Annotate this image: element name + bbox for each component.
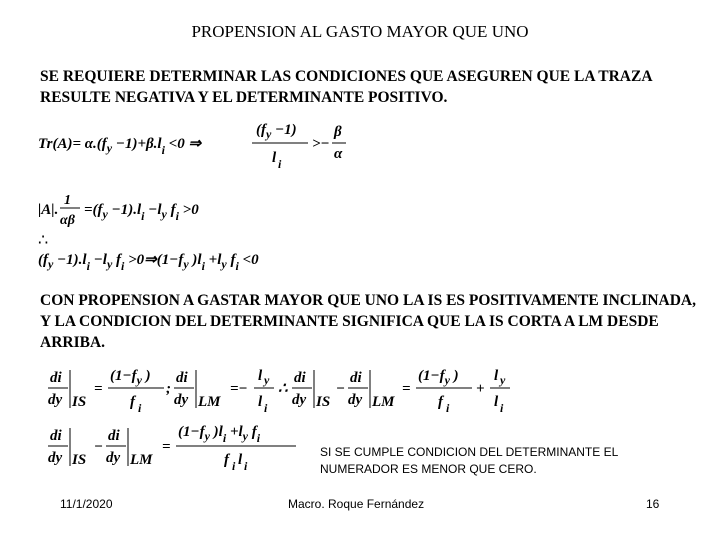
svg-text:+: +: [476, 381, 485, 397]
determinant-note: SI SE CUMPLE CONDICION DEL DETERMINANTE EL NUMERADOR ES MENOR QUE CERO.: [320, 445, 618, 476]
svg-text:i: i: [264, 401, 268, 415]
equation-trace: [38, 118, 378, 183]
svg-text:=: =: [94, 381, 103, 397]
svg-text:di: di: [50, 428, 62, 444]
svg-text:=−: =−: [230, 381, 248, 397]
svg-text:i: i: [244, 459, 248, 473]
svg-text:l: l: [494, 394, 499, 410]
svg-text:(1−fy ): ($1-f_y$ ): [418, 368, 459, 387]
svg-text:Tr(A)= α.(fy −1)+β.li <0 ⇒: $Tr(A)= \alpha.(f_y -1)+\beta.l_i <0$ ⇒: [38, 136, 202, 157]
equation-slopes: [46, 362, 526, 421]
equation-slope-difference: [46, 418, 316, 483]
svg-text:dy: dy: [48, 450, 63, 466]
svg-text:y: y: [500, 373, 506, 387]
therefore-symbol: ∴: [38, 232, 49, 249]
svg-text:di: di: [294, 370, 306, 386]
svg-text:dy: dy: [348, 392, 363, 408]
svg-text:(fy −1): $(f_y -1)$: [256, 122, 297, 141]
svg-text:i: i: [138, 401, 142, 415]
svg-text:β: β: [334, 124, 342, 140]
svg-text:di: di: [50, 370, 62, 386]
svg-text:LM: LM: [198, 394, 221, 410]
svg-text:IS: IS: [316, 394, 331, 410]
svg-text:(1−fy ): ($1-f_y$ ): [110, 368, 151, 387]
svg-text:LM: LM: [130, 452, 153, 468]
svg-text:l: l: [494, 368, 499, 384]
svg-text:>−: >−: [312, 136, 330, 152]
paragraph-is-slope: CON PROPENSION A GASTAR MAYOR QUE UNO LA IS ES POSITIVAMENTE INCLINADA, Y LA CONDICION DEL DETERMINANTE SIGNIFICA QUE LA IS CORTA A LM DESDE ARRIBA.: [40, 292, 696, 351]
svg-text:di: di: [176, 370, 188, 386]
svg-text:i: i: [278, 157, 282, 171]
svg-text:l: l: [272, 150, 277, 166]
svg-text:i: i: [500, 401, 504, 415]
footer-date: 11/1/2020: [60, 497, 113, 511]
equation-implication-svg: [38, 248, 368, 278]
svg-text:di: di: [108, 428, 120, 444]
svg-text:f: f: [438, 394, 443, 410]
svg-text:l: l: [258, 368, 263, 384]
equation-implication: [38, 248, 368, 283]
footer-page-number: 16: [646, 497, 660, 511]
svg-text:α: α: [334, 146, 343, 162]
svg-text:i: i: [232, 459, 236, 473]
svg-text:=: =: [402, 381, 411, 397]
svg-text:LM: LM: [372, 394, 395, 410]
paragraph-conditions: SE REQUIERE DETERMINAR LAS CONDICIONES QUE ASEGUREN QUE LA TRAZA RESULTE NEGATIVA Y EL DETERMINANTE POSITIVO.: [40, 68, 652, 106]
svg-text:f: f: [224, 452, 229, 468]
svg-text:∴: ∴: [278, 381, 288, 397]
svg-text:−: −: [336, 381, 346, 397]
svg-text:y: y: [264, 373, 270, 387]
svg-text:dy: dy: [292, 392, 307, 408]
equation-determinant: [36, 192, 336, 239]
svg-text:IS: IS: [72, 452, 87, 468]
slide-title: PROPENSION AL GASTO MAYOR QUE UNO: [191, 22, 529, 41]
equation-slopes-svg: [46, 362, 526, 416]
svg-text:1: 1: [64, 193, 71, 208]
svg-text:di: di: [350, 370, 362, 386]
svg-text:(1−fy )li +ly fi: ($1-f_y$ )$l_i +l_y$ $f_i$: [178, 424, 261, 445]
svg-text:αβ: αβ: [60, 213, 75, 228]
svg-text:l: l: [258, 394, 263, 410]
equation-determinant-svg: [36, 192, 336, 234]
svg-text:−: −: [94, 439, 104, 455]
equation-trace-svg: [38, 118, 378, 178]
svg-text:=(fy −1).li −ly fi >0: $=(f_y -1).l_i -l_y$ $f_i >0$: [84, 202, 199, 223]
svg-text:l: l: [238, 452, 243, 468]
svg-text:;: ;: [166, 381, 171, 397]
equation-slope-difference-svg: [46, 418, 316, 478]
svg-text:f: f: [130, 394, 135, 410]
svg-text:dy: dy: [48, 392, 63, 408]
svg-text:|A|.: |A|.: [38, 202, 59, 218]
svg-text:dy: dy: [174, 392, 189, 408]
svg-text:i: i: [446, 401, 450, 415]
svg-text:(fy −1).li −ly fi >0⇒(1−fy )li: $(f_y -1).l_i -l_y$ $f_i$ $>0\Rightarrow(1-f_y$ )$l_i +l_y$ $f_i <0$: [38, 252, 259, 273]
svg-text:IS: IS: [72, 394, 87, 410]
footer-author: Macro. Roque Fernández: [288, 497, 425, 511]
svg-text:=: =: [162, 439, 171, 455]
svg-text:dy: dy: [106, 450, 121, 466]
